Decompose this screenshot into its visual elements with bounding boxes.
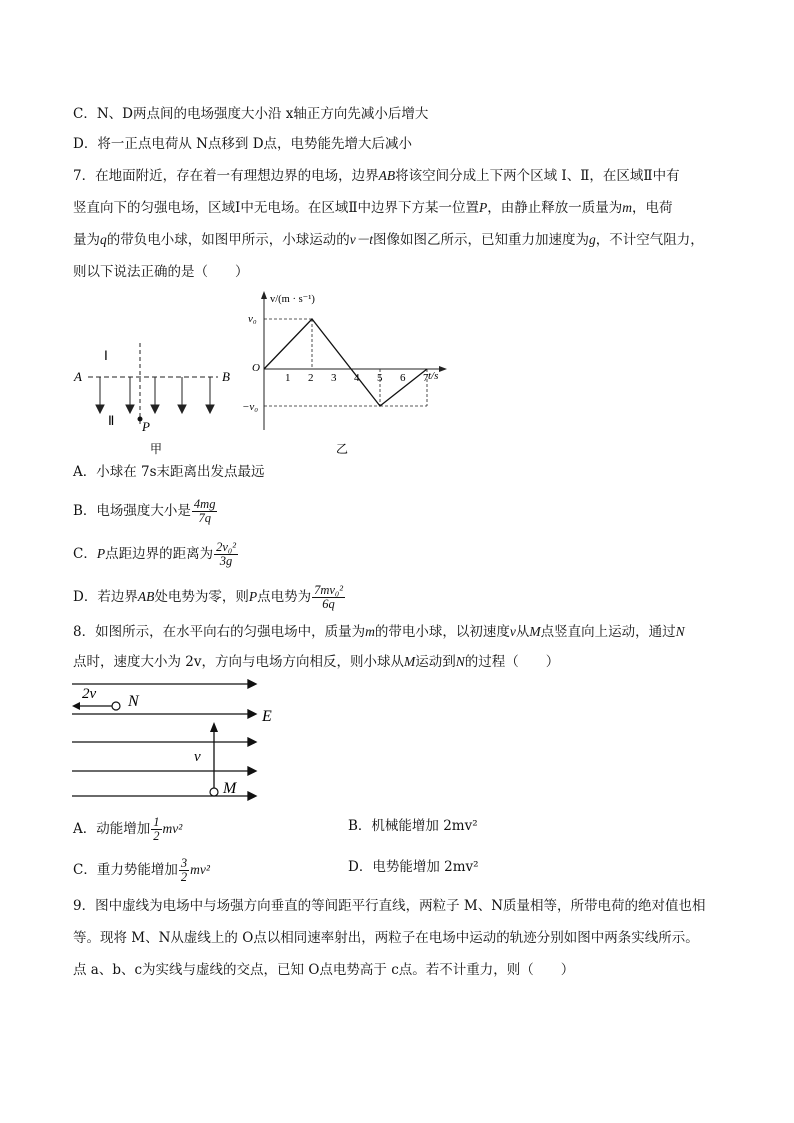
point-m	[210, 788, 218, 796]
q8-figure	[70, 676, 290, 806]
q7-option-a: A．小球在 7s末距离出发点最远	[73, 464, 265, 480]
region-1-label: Ⅰ	[104, 348, 108, 363]
label-a: A	[74, 369, 82, 384]
q7-stem-line3: 量为q的带负电小球，如图甲所示，小球运动的v－t图像如图乙所示，已知重力加速度为g，不计空气阻力，	[73, 232, 704, 248]
q7-figure-b	[240, 285, 455, 460]
x-tick: 7	[423, 372, 429, 384]
label-p: P	[142, 419, 150, 434]
x-tick: 3	[331, 372, 337, 384]
q8-option-b: B．机械能增加 2mv²	[348, 818, 478, 834]
x-tick-labels	[285, 372, 429, 384]
y-axis-label: v/(m · s⁻¹)	[270, 294, 315, 305]
q7-option-c: C．P点距边界的距离为 $\frac{\text{2v₀²}}{3g}$	[73, 540, 236, 568]
label-b: B	[222, 369, 230, 384]
label-e: E	[262, 708, 272, 725]
point-n	[112, 702, 120, 710]
q8-option-c: C．重力势能增加 $\frac{3}{2}$ mv²	[73, 856, 210, 884]
q7-stem-line2: 竖直向下的匀强电场，区域Ⅰ中无电场。在区域Ⅱ中边界下方某一位置P，由静止释放一质量为m，电荷	[73, 200, 673, 216]
q7-option-b: B．电场强度大小是 $\frac{4mg}{7q}$	[73, 497, 216, 525]
x-tick: 1	[285, 372, 291, 384]
x-axis-label: t/s	[428, 370, 439, 382]
q7-option-d: D．若边界AB处电势为零，则P点电势为 $\frac{\text{7mv₀²}}{6q}$	[73, 583, 343, 611]
q8-stem-line1: 8．如图所示，在水平向右的匀强电场中，质量为m的带电小球，以初速度v从M点竖直向上运动，通过N	[73, 624, 685, 640]
q7-stem-line4: 则以下说法正确的是（ ）	[73, 264, 249, 280]
x-tick: 2	[308, 372, 314, 384]
q9-stem-line1: 9．图中虚线为电场中与场强方向垂直的等间距平行直线，两粒子 M、N质量相等，所带电荷的绝对值也相	[73, 898, 706, 914]
origin-label: O	[252, 362, 260, 374]
vt-curve	[264, 319, 427, 406]
x-tick: 5	[377, 372, 383, 384]
x-tick: 4	[354, 372, 360, 384]
neg-v0-label: −v₀	[242, 401, 259, 413]
label-n: N	[128, 693, 139, 710]
q8-option-d: D．电势能增加 2mv²	[348, 859, 479, 875]
label-m: M	[223, 780, 237, 797]
q7-figure-a	[70, 335, 245, 460]
field-arrows	[96, 377, 214, 413]
q8-stem-line2: 点时，速度大小为 2v，方向与电场方向相反，则小球从M运动到N的过程（ ）	[73, 654, 560, 670]
region-2-label: Ⅱ	[108, 413, 115, 428]
q7-stem-line1: 7．在地面附近，存在着一有理想边界的电场，边界AB将该空间分成上下两个区域 Ⅰ、Ⅱ，在区域Ⅱ中有	[73, 168, 680, 184]
q9-stem-line3: 点 a、b、c为实线与虚线的交点，已知 O点电势高于 c点。若不计重力，则（ ）	[73, 962, 575, 978]
caption-yi: 乙	[336, 442, 349, 456]
x-tick: 6	[400, 372, 406, 384]
label-v: v	[194, 749, 201, 765]
q6-option-d: D．将一正点电荷从 N点移到 D点，电势能先增大后减小	[73, 136, 413, 152]
caption-jia: 甲	[150, 442, 163, 456]
q9-stem-line2: 等。现将 M、N从虚线上的 O点以相同速率射出，两粒子在电场中运动的轨迹分别如图中两条实线所示。	[73, 930, 699, 946]
q6-option-c: C．N、D两点间的电场强度大小沿 x轴正方向先减小后增大	[73, 106, 429, 122]
q8-option-a: A．动能增加 $\frac{1}{2}$ mv²	[73, 815, 183, 843]
label-2v: 2v	[82, 686, 97, 702]
v0-label: v₀	[248, 313, 257, 325]
